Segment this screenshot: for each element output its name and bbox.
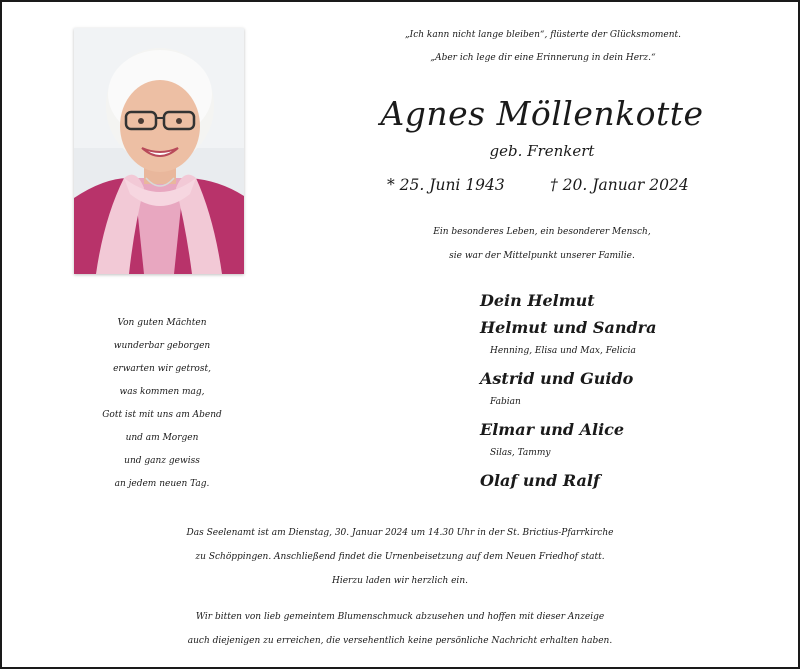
poem-line: erwarten wir getrost, [113, 364, 211, 374]
portrait-photo [74, 28, 244, 274]
service-line: Das Seelenamt ist am Dienstag, 30. Januar 2024 um 14.30 Uhr in der St. Brictius-Pfarrkirche [186, 528, 614, 538]
service-announcement [12, 521, 788, 593]
family-group [480, 288, 780, 313]
poem [42, 312, 282, 496]
poem-line: Von guten Mächten [117, 318, 207, 328]
mourners-list [480, 288, 780, 495]
poem-line: an jedem neuen Tag. [114, 479, 210, 489]
family-group [480, 366, 780, 414]
service-line: Hierzu laden wir herzlich ein. [332, 576, 468, 586]
family-main: Astrid und Guido [480, 369, 634, 388]
family-sub: Fabian [490, 397, 521, 407]
closing-line: auch diejenigen zu erreichen, die versehentlich keine persönliche Nachricht erhalten haben. [187, 636, 613, 646]
birth-date: * 25. Juni 1943 [387, 176, 505, 194]
family-group [480, 417, 780, 465]
closing-note [12, 605, 788, 653]
closing-line: Wir bitten von lieb gemeintem Blumenschmuck abzusehen und hoffen mit dieser Anzeige [195, 612, 605, 622]
family-main: Dein Helmut [480, 291, 595, 310]
poem-line: Gott ist mit uns am Abend [102, 410, 222, 420]
poem-line: wunderbar geborgen [113, 341, 211, 351]
death-date: † 20. Januar 2024 [550, 176, 689, 194]
quote-line: „Ich kann nicht lange bleiben“, flüsterte der Glücksmoment. [405, 30, 681, 40]
quote-line: „Aber ich lege dir eine Erinnerung in dein Herz.“ [430, 53, 656, 63]
maiden-name: geb. Frenkert [489, 142, 595, 160]
family-main: Olaf und Ralf [480, 471, 600, 490]
family-sub: Silas, Tammy [490, 448, 551, 458]
motto-line: Ein besonderes Leben, ein besonderer Mensch, [433, 227, 651, 237]
poem-line: und ganz gewiss [124, 456, 200, 466]
family-group [480, 315, 780, 363]
family-main: Elmar und Alice [480, 420, 625, 439]
deceased-name: Agnes Möllenkotte [380, 94, 704, 133]
poem-line: und am Morgen [125, 433, 199, 443]
service-line: zu Schöppingen. Anschließend findet die Urnenbeisetzung auf dem Neuen Friedhof statt. [195, 552, 605, 562]
motto-line: sie war der Mittelpunkt unserer Familie. [449, 251, 635, 261]
poem-line: was kommen mag, [119, 387, 205, 397]
family-group [480, 468, 780, 493]
family-sub: Henning, Elisa und Max, Felicia [490, 346, 636, 356]
family-main: Helmut und Sandra [480, 318, 657, 337]
motto [302, 220, 782, 268]
quote [298, 24, 788, 70]
